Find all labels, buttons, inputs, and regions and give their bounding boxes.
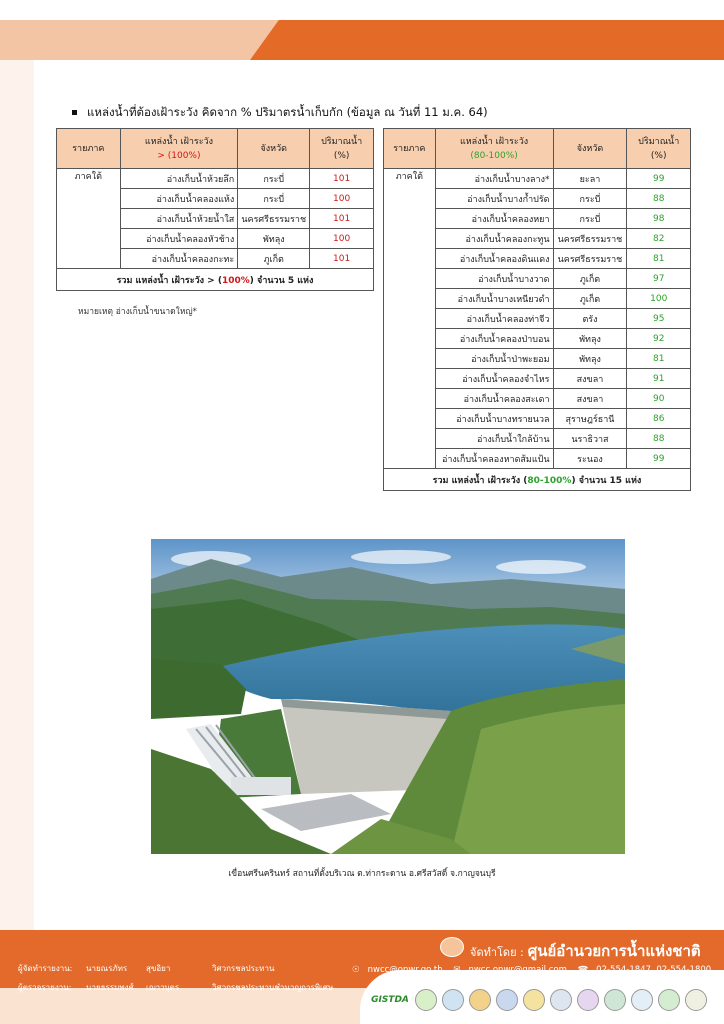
col-source: [120, 129, 238, 169]
province-cell: กระบี่: [553, 189, 627, 209]
province-cell: นราธิวาส: [553, 429, 627, 449]
total-pct: 100%: [221, 275, 250, 286]
volume-cell: 99: [627, 169, 691, 189]
reservoir-name: อ่างเก็บน้ำคลองหาดส้มแป้น: [435, 449, 553, 469]
volume-cell: 95: [627, 309, 691, 329]
col-volume: [627, 129, 691, 169]
volume-cell: 81: [627, 349, 691, 369]
col-province: จังหวัด: [238, 129, 310, 169]
green-logo-icon: [658, 989, 680, 1011]
reservoir-name: อ่างเก็บน้ำคลองแห้ง: [120, 189, 238, 209]
col-province: จังหวัด: [553, 129, 627, 169]
globe-logo-icon: [604, 989, 626, 1011]
total-cell: [57, 269, 374, 291]
reservoir-name: อ่างเก็บน้ำคลองท่าจีว: [435, 309, 553, 329]
footnote: หมายเหตุ อ่างเก็บน้ำขนาดใหญ่*: [78, 307, 197, 317]
volume-cell: 90: [627, 389, 691, 409]
prepared-by-first: นายณรภัทร: [86, 964, 128, 973]
reservoir-name: อ่างเก็บน้ำบางก้ำปรัด: [435, 189, 553, 209]
province-cell: ภูเก็ต: [553, 289, 627, 309]
volume-cell: 82: [627, 229, 691, 249]
total-cell: [384, 469, 691, 491]
province-cell: สงขลา: [553, 369, 627, 389]
bullet-icon: [72, 110, 77, 115]
total-text-post: ) จำนวน 15 แห่ง: [571, 475, 642, 486]
volume-cell: 88: [627, 429, 691, 449]
reservoir-name: อ่างเก็บน้ำคลองจำไหร: [435, 369, 553, 389]
reservoir-name: อ่างเก็บน้ำห้วยลึก: [120, 169, 238, 189]
reservoir-name: อ่างเก็บน้ำป่าพะยอม: [435, 349, 553, 369]
reservoir-name: อ่างเก็บน้ำบางเหนียวดำ: [435, 289, 553, 309]
province-cell: พัทลุง: [238, 229, 310, 249]
province-cell: พัทลุง: [553, 349, 627, 369]
reservoir-name: อ่างเก็บน้ำห้วยน้ำใส: [120, 209, 238, 229]
badge-logo-icon: [577, 989, 599, 1011]
email-secondary[interactable]: nwcc.onwr@gmail.com: [468, 965, 567, 975]
volume-cell: 86: [627, 409, 691, 429]
checked-by-title: วิศวกรชลประทานชำนาญการพิเศษ: [212, 983, 334, 992]
water-logo-icon: [442, 989, 464, 1011]
crest-logo-icon: [469, 989, 491, 1011]
seal-logo-icon: [550, 989, 572, 1011]
checked-by-label: ผู้ตรวจรายงาน:: [18, 983, 72, 992]
volume-cell: 81: [627, 249, 691, 269]
province-cell: นครศรีธรรมราช: [553, 229, 627, 249]
left-margin-strip: [0, 60, 34, 930]
col-region: รายภาค: [57, 129, 121, 169]
province-cell: กระบี่: [238, 169, 310, 189]
province-cell: กระบี่: [238, 189, 310, 209]
watch-table-over-100: [56, 128, 374, 291]
total-pct: 80-100%: [527, 475, 572, 486]
reservoir-name: อ่างเก็บน้ำคลองกะทะ: [120, 249, 238, 269]
watch-table-80-100: [383, 128, 691, 491]
total-text-post: ) จำนวน 5 แห่ง: [249, 275, 314, 286]
volume-cell: 99: [627, 449, 691, 469]
mail-icon: ✉: [453, 965, 461, 975]
leaf-logo-icon: [415, 989, 437, 1011]
volume-cell: 100: [310, 229, 374, 249]
province-cell: สงขลา: [553, 389, 627, 409]
region-cell: ภาคใต้: [384, 169, 436, 469]
province-cell: นครศรีธรรมราช: [553, 249, 627, 269]
shield-logo-icon: [496, 989, 518, 1011]
reservoir-name: อ่างเก็บน้ำใกล้บ้าน: [435, 429, 553, 449]
col-source-label: แหล่งน้ำ เฝ้าระวัง: [144, 136, 214, 147]
sponsor-name: ศูนย์อำนวยการน้ำแห่งชาติ: [527, 942, 701, 960]
volume-cell: 88: [627, 189, 691, 209]
col-volume-label: ปริมาณน้ำ: [638, 136, 680, 147]
reservoir-name: อ่างเก็บน้ำบางลาง*: [435, 169, 553, 189]
ministry-logo-icon: [685, 989, 707, 1011]
col-source: [435, 129, 553, 169]
section-heading: [72, 104, 488, 122]
province-cell: กระบี่: [553, 209, 627, 229]
reservoir-name: อ่างเก็บน้ำบางวาด: [435, 269, 553, 289]
province-cell: นครศรีธรรมราช: [238, 209, 310, 229]
reservoir-name: อ่างเก็บน้ำคลองหัวช้าง: [120, 229, 238, 249]
prepared-by-last: สุขอิยา: [146, 964, 171, 973]
reservoir-name: อ่างเก็บน้ำคลองหยา: [435, 209, 553, 229]
region-cell: ภาคใต้: [57, 169, 121, 269]
province-cell: ภูเก็ต: [553, 269, 627, 289]
prepared-by-label: ผู้จัดทำรายงาน:: [18, 964, 73, 973]
col-source-range: (80-100%): [470, 150, 518, 161]
checked-by-last: เฌาวบุตร: [146, 983, 180, 992]
nwcc-emblem-icon: [440, 937, 464, 957]
top-banner: [0, 0, 724, 60]
volume-cell: 91: [627, 369, 691, 389]
partner-logos: [370, 986, 716, 1014]
top-banner-dark: [250, 20, 724, 60]
photo-caption: เขื่อนศรีนครินทร์ สถานที่ตั้งบริเวณ ต.ท่ากระดาน อ.ศรีสวัสดิ์ จ.กาญจนบุรี: [228, 869, 496, 879]
total-text-pre: รวม แหล่งน้ำ เฝ้าระวัง > (: [116, 275, 222, 286]
table-total-row: [384, 469, 691, 491]
volume-cell: 101: [310, 249, 374, 269]
province-cell: ตรัง: [553, 309, 627, 329]
province-cell: สุราษฎร์ธานี: [553, 409, 627, 429]
col-volume: [310, 129, 374, 169]
contact-line: [352, 965, 719, 975]
col-region: รายภาค: [384, 129, 436, 169]
volume-cell: 97: [627, 269, 691, 289]
province-cell: ภูเก็ต: [238, 249, 310, 269]
sponsor: [470, 939, 701, 963]
table-header-row: [384, 129, 691, 169]
reservoir-name: อ่างเก็บน้ำคลองป่าบอน: [435, 329, 553, 349]
gistda-logo: GISTDA: [371, 995, 409, 1005]
col-volume-unit: (%): [650, 150, 667, 161]
volume-cell: 101: [310, 169, 374, 189]
phone-numbers: 02-554-1847, 02-554-1800: [596, 965, 712, 975]
dam-photo-illustration: [151, 539, 625, 854]
prepared-by-title: วิศวกรชลประทาน: [212, 964, 275, 973]
col-source-label: แหล่งน้ำ เฝ้าระวัง: [459, 136, 529, 147]
reservoir-name: อ่างเก็บน้ำคลองสะเดา: [435, 389, 553, 409]
table-header-row: [57, 129, 374, 169]
table-row: [384, 169, 691, 189]
col-volume-unit: (%): [333, 150, 350, 161]
volume-cell: 98: [627, 209, 691, 229]
globe-icon: ☉: [352, 965, 360, 975]
table-row: [57, 169, 374, 189]
volume-cell: 100: [310, 189, 374, 209]
table-total-row: [57, 269, 374, 291]
phone-icon: ☎: [577, 965, 589, 975]
section-heading-text: แหล่งน้ำที่ต้องเฝ้าระวัง คิดจาก % ปริมาตรน้ำเก็บกัก (ข้อมูล ณ วันที่ 11 ม.ค. 64): [87, 105, 488, 119]
province-cell: ยะลา: [553, 169, 627, 189]
round-logo-icon: [631, 989, 653, 1011]
volume-cell: 101: [310, 209, 374, 229]
col-volume-label: ปริมาณน้ำ: [321, 136, 363, 147]
reservoir-name: อ่างเก็บน้ำคลองดินแดง: [435, 249, 553, 269]
sponsor-prefix: จัดทำโดย :: [470, 946, 524, 959]
reservoir-name: อ่างเก็บน้ำคลองกะทูน: [435, 229, 553, 249]
email-primary[interactable]: nwcc@onwr.go.th: [367, 965, 443, 975]
volume-cell: 92: [627, 329, 691, 349]
checked-by-first: นายธรรมพงศ์: [86, 983, 134, 992]
total-text-pre: รวม แหล่งน้ำ เฝ้าระวัง (: [432, 475, 528, 486]
emblem-logo-icon: [523, 989, 545, 1011]
volume-cell: 100: [627, 289, 691, 309]
reservoir-name: อ่างเก็บน้ำบางทรายนวล: [435, 409, 553, 429]
dam-photo: [151, 539, 625, 854]
province-cell: พัทลุง: [553, 329, 627, 349]
col-source-range: > (100%): [157, 150, 201, 161]
province-cell: ระนอง: [553, 449, 627, 469]
